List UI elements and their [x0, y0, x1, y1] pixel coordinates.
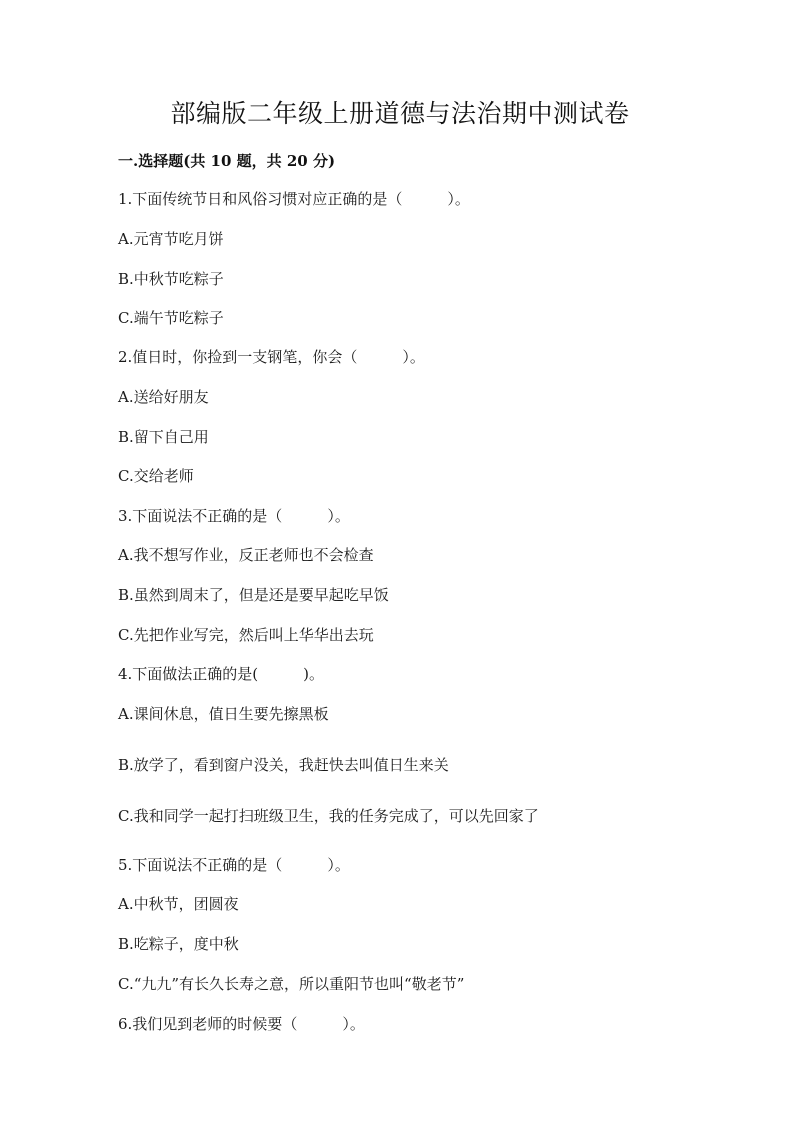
question-1-option-a: A.元宵节吃月饼 [118, 230, 224, 248]
question-4-option-a: A.课间休息，值日生要先擦黑板 [118, 705, 329, 723]
question-1-option-b: B.中秋节吃粽子 [118, 270, 224, 288]
question-3-option-a: A.我不想写作业，反正老师也不会检查 [118, 546, 374, 564]
question-2-option-a: A.送给好朋友 [118, 388, 209, 406]
question-3-option-b: B.虽然到周末了，但是还是要早起吃早饭 [118, 586, 389, 604]
section-heading: 一.选择题(共 10 题，共 20 分) [118, 152, 336, 170]
question-2-option-c: C.交给老师 [118, 467, 194, 485]
question-4-stem: 4.下面做法正确的是( )。 [118, 665, 325, 683]
question-5-stem: 5.下面说法不正确的是（ ）。 [118, 856, 350, 874]
question-4-option-c: C.我和同学一起打扫班级卫生，我的任务完成了，可以先回家了 [118, 807, 539, 825]
question-3-option-c: C.先把作业写完，然后叫上华华出去玩 [118, 626, 374, 644]
question-5-option-b: B.吃粽子，度中秋 [118, 935, 239, 953]
question-1-stem: 1.下面传统节日和风俗习惯对应正确的是（ ）。 [118, 190, 470, 208]
question-5-option-c: C.“九九”有长久长寿之意，所以重阳节也叫“敬老节” [118, 975, 465, 993]
question-3-stem: 3.下面说法不正确的是（ ）。 [118, 507, 350, 525]
question-5-option-a: A.中秋节，团圆夜 [118, 895, 239, 913]
question-6-stem: 6.我们见到老师的时候要（ ）。 [118, 1015, 365, 1033]
page-title: 部编版二年级上册道德与法治期中测试卷 [170, 99, 630, 128]
question-1-option-c: C.端午节吃粽子 [118, 309, 224, 327]
question-4-option-b: B.放学了，看到窗户没关，我赶快去叫值日生来关 [118, 756, 449, 774]
question-2-stem: 2.值日时，你捡到一支钢笔，你会（ ）。 [118, 348, 425, 366]
question-2-option-b: B.留下自己用 [118, 428, 209, 446]
